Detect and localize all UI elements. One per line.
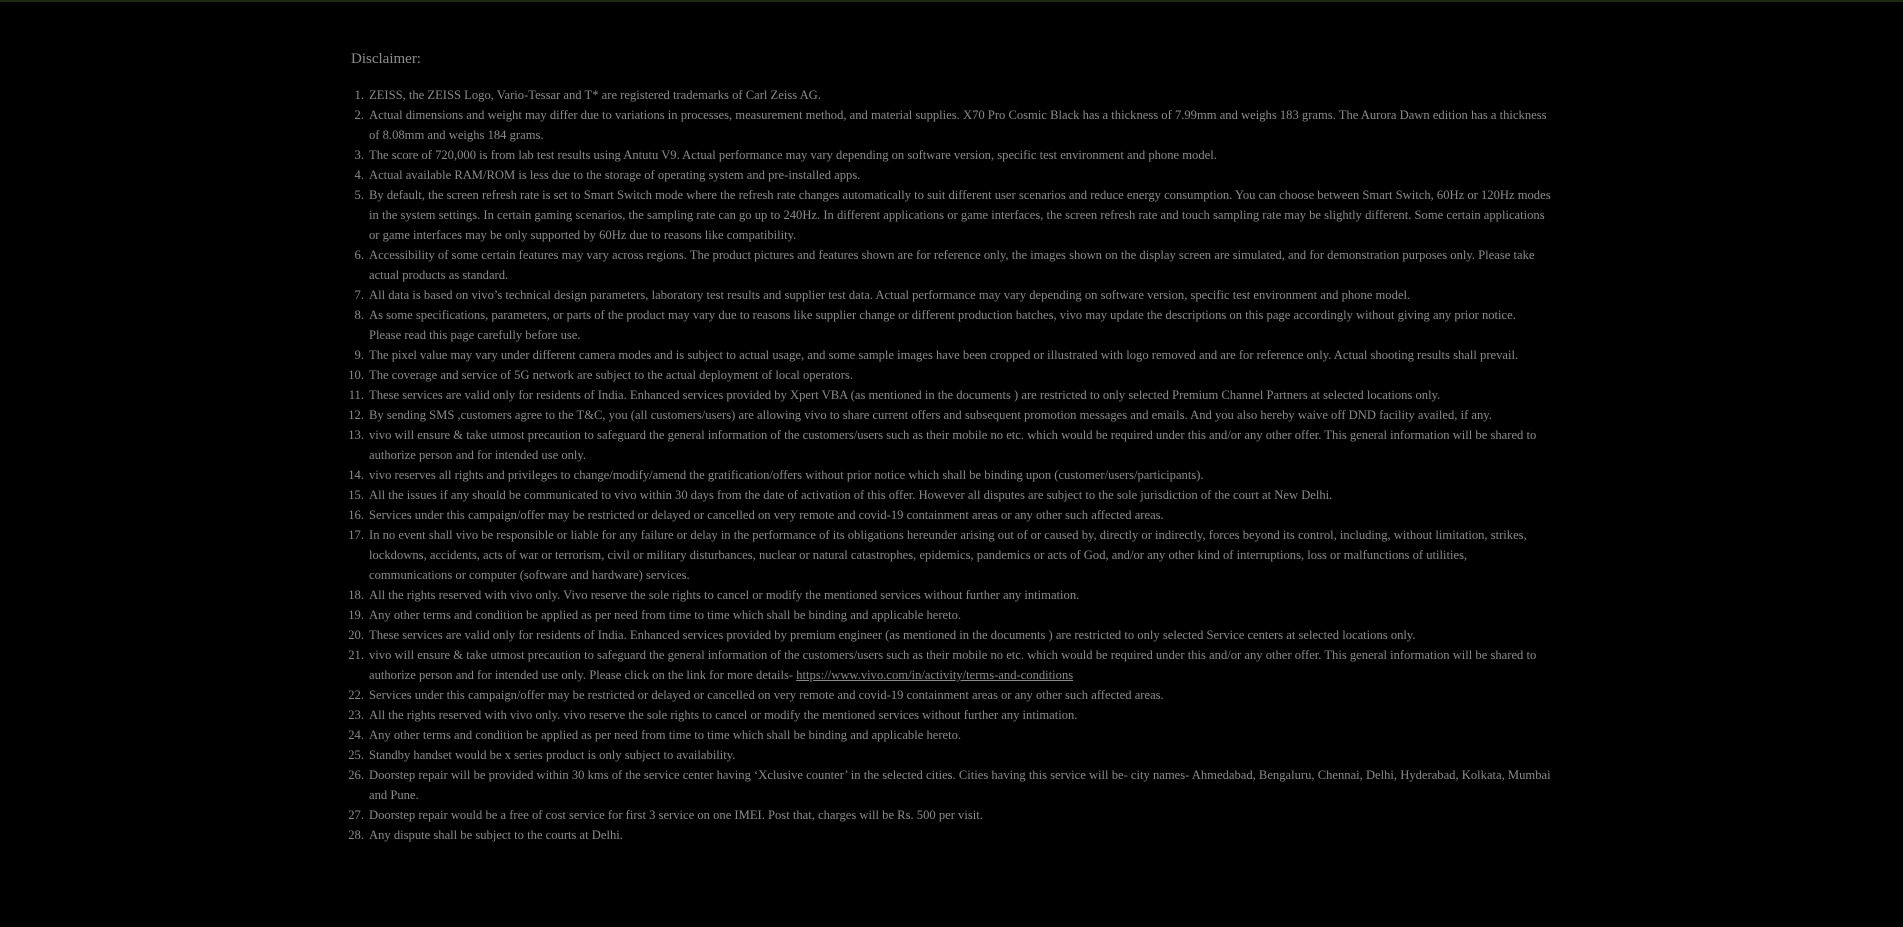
disclaimer-item-number: 17. — [348, 528, 364, 542]
disclaimer-item-number: 2. — [354, 108, 364, 122]
disclaimer-item-text: By sending SMS ,customers agree to the T&C, you (all customers/users) are allowing vivo to share current offers and subsequent promotion messages and emails. And you also hereby waive off DND facility availed, if any. — [369, 408, 1492, 422]
disclaimer-item-number: 24. — [348, 728, 364, 742]
disclaimer-item-number: 13. — [348, 428, 364, 442]
disclaimer-item-text: Doorstep repair will be provided within 30 kms of the service center having ‘Xclusive counter’ in the selected cities. Cities having this service will be- city names- Ahmedabad, Bengaluru, Chennai, Delhi, Hyderabad, Kolkata, Mumbai and Pune. — [369, 768, 1551, 802]
disclaimer-item-number: 4. — [354, 168, 364, 182]
disclaimer-item — [351, 245, 1551, 285]
disclaimer-item — [348, 705, 1551, 725]
disclaimer-title: Disclaimer: — [351, 51, 421, 67]
disclaimer-item — [351, 165, 1551, 185]
disclaimer-item-number: 16. — [348, 508, 364, 522]
disclaimer-item — [348, 425, 1551, 465]
disclaimer-item — [348, 505, 1551, 525]
disclaimer-item-text: Services under this campaign/offer may be restricted or delayed or cancelled on very remote and covid-19 containment areas or any other such affected areas. — [369, 508, 1164, 522]
disclaimer-item-text: ZEISS, the ZEISS Logo, Vario-Tessar and T* are registered trademarks of Carl Zeiss AG. — [369, 88, 821, 102]
disclaimer-item-number: 21. — [348, 648, 364, 662]
disclaimer-item-number: 19. — [348, 608, 364, 622]
disclaimer-item-number: 20. — [348, 628, 364, 642]
top-strip — [0, 0, 1903, 2]
disclaimer-item-number: 10. — [348, 368, 364, 382]
disclaimer-item-number: 11. — [348, 388, 364, 402]
disclaimer-item-number: 14. — [348, 468, 364, 482]
disclaimer-item-text: Actual dimensions and weight may differ due to variations in processes, measurement method, and material supplies. X70 Pro Cosmic Black has a thickness of 7.99mm and weighs 183 grams. The Aurora Dawn edition has a thickness of 8.08mm and weighs 184 grams. — [369, 108, 1547, 142]
disclaimer-item — [348, 465, 1551, 485]
disclaimer-item-text: By default, the screen refresh rate is set to Smart Switch mode where the refresh rate changes automatically to suit different user scenarios and reduce energy consumption. You can choose between Smart Switch, 60Hz or 120Hz modes in the system settings. In certain gaming scenarios, the sampling rate can go up to 240Hz. In different applications or game interfaces, the screen refresh rate and touch sampling rate may be slightly different. Some certain applications or game interfaces may be only supported by 60Hz due to reasons like compatibility. — [369, 188, 1551, 242]
disclaimer-item-number: 8. — [354, 308, 364, 322]
disclaimer-item-text: All data is based on vivo’s technical design parameters, laboratory test results and supplier test data. Actual performance may vary depending on software version, specific test environment and phone model. — [369, 288, 1411, 302]
disclaimer-list — [348, 85, 1551, 845]
disclaimer-item — [348, 685, 1551, 705]
disclaimer-item-text: These services are valid only for residents of India. Enhanced services provided by Xpert VBA (as mentioned in the documents ) are restricted to only selected Premium Channel Partners at selected locations only. — [369, 388, 1441, 402]
disclaimer-item — [348, 625, 1551, 645]
disclaimer-item-text: All the rights reserved with vivo only. vivo reserve the sole rights to cancel or modify the mentioned services without further any intimation. — [369, 708, 1078, 722]
disclaimer-item-text: All the issues if any should be communicated to vivo within 30 days from the date of activation of this offer. However all disputes are subject to the sole jurisdiction of the court at New Delhi. — [369, 488, 1333, 502]
disclaimer-item — [348, 585, 1551, 605]
disclaimer-item-text: Accessibility of some certain features may vary across regions. The product pictures and features shown are for reference only, the images shown on the display screen are simulated, and for demonstration purposes only. Please take actual products as standard. — [369, 248, 1535, 282]
disclaimer-item — [351, 185, 1551, 245]
disclaimer-item-text: vivo reserves all rights and privileges to change/modify/amend the gratification/offers without prior notice which shall be binding upon (customer/users/participants). — [369, 468, 1204, 482]
disclaimer-item-number: 9. — [354, 348, 364, 362]
disclaimer-item — [351, 305, 1551, 345]
disclaimer-item-number: 3. — [354, 148, 364, 162]
disclaimer-item-number: 12. — [348, 408, 364, 422]
disclaimer-item-number: 6. — [354, 248, 364, 262]
disclaimer-section — [348, 49, 1551, 845]
disclaimer-item-text: Any other terms and condition be applied as per need from time to time which shall be binding and applicable hereto. — [369, 608, 962, 622]
disclaimer-item — [348, 525, 1551, 585]
disclaimer-item-text: Doorstep repair would be a free of cost service for first 3 service on one IMEI. Post that, charges will be Rs. 500 per visit. — [369, 808, 983, 822]
disclaimer-item-text: vivo will ensure & take utmost precaution to safeguard the general information of the customers/users such as their mobile no etc. which would be required under this and/or any other offer. This general information will be shared to authorize person and for intended use only. Please click on the link for more details- — [369, 648, 1537, 682]
disclaimer-item-number: 18. — [348, 588, 364, 602]
disclaimer-item-number: 22. — [348, 688, 364, 702]
disclaimer-item-number: 5. — [354, 188, 364, 202]
disclaimer-item-text: Standby handset would be x series product is only subject to availability. — [369, 748, 736, 762]
disclaimer-item-text: These services are valid only for residents of India. Enhanced services provided by premium engineer (as mentioned in the documents ) are restricted to only selected Service centers at selected locations only. — [369, 628, 1416, 642]
disclaimer-item-text: As some specifications, parameters, or parts of the product may vary due to reasons like supplier change or different production batches, vivo may update the descriptions on this page accordingly without giving any prior notice. Please read this page carefully before use. — [369, 308, 1516, 342]
disclaimer-item-text: vivo will ensure & take utmost precaution to safeguard the general information of the customers/users such as their mobile no etc. which would be required under this and/or any other offer. This general information will be shared to authorize person and for intended use only. — [369, 428, 1537, 462]
disclaimer-item-text: Actual available RAM/ROM is less due to the storage of operating system and pre-installed apps. — [369, 168, 861, 182]
disclaimer-item — [351, 285, 1551, 305]
disclaimer-item — [351, 345, 1551, 365]
disclaimer-item — [348, 805, 1551, 825]
disclaimer-item-text: Any dispute shall be subject to the courts at Delhi. — [369, 828, 623, 842]
disclaimer-item — [351, 85, 1551, 105]
disclaimer-item-number: 1. — [354, 88, 364, 102]
disclaimer-item-number: 27. — [348, 808, 364, 822]
disclaimer-item-text: In no event shall vivo be responsible or liable for any failure or delay in the performance of its obligations hereunder arising out of or caused by, directly or indirectly, forces beyond its control, including, without limitation, strikes, lockdowns, accidents, acts of war or terrorism, civil or military disturbances, nuclear or natural catastrophes, epidemics, pandemics or acts of God, and/or any other kind of interruptions, loss or malfunctions of utilities, communications or computer (software and hardware) services. — [369, 528, 1527, 582]
disclaimer-item-number: 28. — [348, 828, 364, 842]
disclaimer-item — [348, 605, 1551, 625]
disclaimer-item — [348, 485, 1551, 505]
disclaimer-item-number: 23. — [348, 708, 364, 722]
disclaimer-item — [351, 105, 1551, 145]
disclaimer-item-text: The pixel value may vary under different camera modes and is subject to actual usage, and some sample images have been cropped or illustrated with logo removed and are for reference only. Actual shooting results shall prevail. — [369, 348, 1519, 362]
disclaimer-item — [348, 825, 1551, 845]
disclaimer-item-text: All the rights reserved with vivo only. Vivo reserve the sole rights to cancel or modify the mentioned services without further any intimation. — [369, 588, 1080, 602]
disclaimer-item — [348, 365, 1551, 385]
disclaimer-item — [351, 145, 1551, 165]
disclaimer-item-number: 7. — [354, 288, 364, 302]
disclaimer-item-text: Services under this campaign/offer may be restricted or delayed or cancelled on very remote and covid-19 containment areas or any other such affected areas. — [369, 688, 1164, 702]
disclaimer-item — [348, 405, 1551, 425]
disclaimer-item-number: 26. — [348, 768, 364, 782]
disclaimer-item-number: 15. — [348, 488, 364, 502]
disclaimer-item-text: The coverage and service of 5G network are subject to the actual deployment of local operators. — [369, 368, 853, 382]
disclaimer-item-text: Any other terms and condition be applied as per need from time to time which shall be binding and applicable hereto. — [369, 728, 962, 742]
disclaimer-item-number: 25. — [348, 748, 364, 762]
disclaimer-item — [348, 725, 1551, 745]
disclaimer-item — [348, 385, 1551, 405]
disclaimer-item — [348, 765, 1551, 805]
disclaimer-item — [348, 645, 1551, 685]
terms-link[interactable]: https://www.vivo.com/in/activity/terms-and-conditions — [796, 668, 1074, 682]
disclaimer-item-text: The score of 720,000 is from lab test results using Antutu V9. Actual performance may vary depending on software version, specific test environment and phone model. — [369, 148, 1217, 162]
disclaimer-item — [348, 745, 1551, 765]
